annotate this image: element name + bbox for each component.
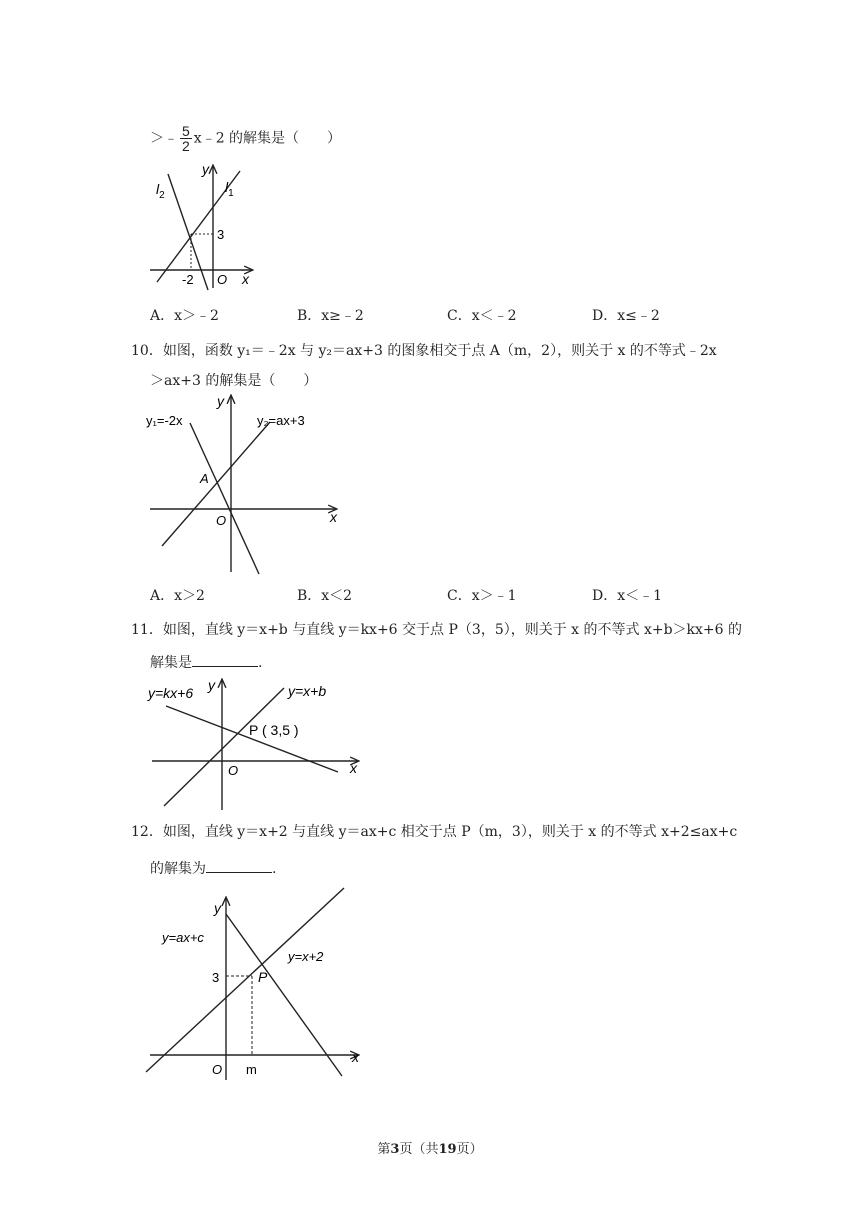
q12-figure <box>146 884 366 1084</box>
q10-option-c: C．x＞﹣1 <box>447 588 517 604</box>
q9-label-three: 3 <box>217 227 225 242</box>
q11-label-x: x <box>350 760 357 776</box>
q9-option-b: B．x≥﹣2 <box>297 308 364 324</box>
q9-option-d: D．x≤﹣2 <box>592 308 660 324</box>
q11-answer-blank[interactable] <box>192 652 258 667</box>
q9-option-c: C．x＜﹣2 <box>447 308 517 324</box>
q12-line2-prefix: 的解集为 <box>150 861 206 877</box>
q10-label-origin: O <box>216 513 227 528</box>
q9-stem <box>150 124 341 153</box>
q10-stem-line2: ＞ax+3 的解集是（ ） <box>150 373 318 389</box>
q9-label-l1: $l_1$ <box>225 179 234 199</box>
q10-label-a: A <box>200 471 209 486</box>
q10-stem-line1: 10．如图，函数 y₁＝﹣2x 与 y₂＝ax+3 的图象相交于点 A（m，2），则关于 x 的不等式﹣2x <box>131 343 717 359</box>
q9-figure <box>146 160 266 290</box>
q11-label-p: P ( 3,5 ) <box>249 722 299 738</box>
footer-total-pages: 19 <box>438 1142 457 1157</box>
q11-stem-line1: 11．如图，直线 y＝x+b 与直线 y＝kx+6 交于点 P（3，5），则关于 x 的不等式 x+b＞kx+6 的 <box>131 622 743 638</box>
q10-option-b: B．x＜2 <box>297 588 353 604</box>
q9-label-origin: O <box>217 272 228 287</box>
q10-option-d: D．x＜﹣1 <box>592 588 663 604</box>
footer-mid: 页（共 <box>399 1142 439 1157</box>
q9-frac-den: 2 <box>182 138 190 154</box>
q11-figure <box>146 676 366 812</box>
q12-stem-line2 <box>150 858 276 878</box>
q9-options <box>150 305 710 323</box>
q10-options <box>150 585 710 603</box>
q10-label-y1: y₁=-2x <box>146 413 183 428</box>
footer-post: 页） <box>456 1142 483 1157</box>
q12-line-axc <box>226 914 342 1076</box>
q12-label-three: 3 <box>212 970 220 985</box>
q12-label-m: m <box>246 1062 257 1077</box>
q11-line2-prefix: 解集是 <box>150 655 192 671</box>
q12-stem-line1: 12．如图，直线 y＝x+2 与直线 y＝ax+c 相交于点 P（m，3），则关于 x 的不等式 x+2≤ax+c <box>131 824 738 840</box>
q9-stem-prefix: ＞﹣ <box>150 130 178 147</box>
q12-answer-blank[interactable] <box>206 858 272 873</box>
q9-label-y: y <box>202 161 209 177</box>
q9-label-neg2: -2 <box>182 272 194 287</box>
q12-line-x2 <box>146 888 344 1072</box>
q9-frac-num: 5 <box>182 123 190 139</box>
q10-label-x: x <box>330 509 337 525</box>
q12-label-axc: y=ax+c <box>162 930 204 945</box>
q9-label-x: x <box>242 271 249 287</box>
q10-label-y2: y₂=ax+3 <box>257 413 305 428</box>
q11-label-y: y <box>208 677 215 693</box>
footer-page-number: 3 <box>390 1142 400 1157</box>
q11-line2-suffix: . <box>258 655 263 671</box>
q11-line-kx6 <box>166 706 338 772</box>
q11-line-xb <box>164 688 284 806</box>
footer-pre: 第 <box>377 1142 391 1157</box>
q12-line2-suffix: . <box>272 861 277 877</box>
q10-option-a: A．x＞2 <box>150 588 205 604</box>
q11-label-kx6: y=kx+6 <box>148 685 194 701</box>
q9-stem-suffix: x﹣2 的解集是（ ） <box>193 130 342 147</box>
page-footer <box>0 1138 860 1157</box>
q11-label-origin: O <box>228 763 239 778</box>
q10-label-y: y <box>217 393 224 409</box>
q12-label-p: P <box>258 969 268 985</box>
q10-figure <box>140 392 350 577</box>
q12-label-origin: O <box>212 1062 223 1077</box>
q9-label-l2: $l_2$ <box>156 181 165 201</box>
q12-label-x2: y=x+2 <box>288 949 324 964</box>
q11-label-xb: y=x+b <box>288 683 327 699</box>
q9-option-a: A．x＞﹣2 <box>150 308 219 324</box>
q11-stem-line2 <box>150 652 262 672</box>
q12-label-y: y <box>214 900 221 916</box>
q9-fraction <box>180 124 192 153</box>
q12-label-x: x <box>352 1049 359 1065</box>
